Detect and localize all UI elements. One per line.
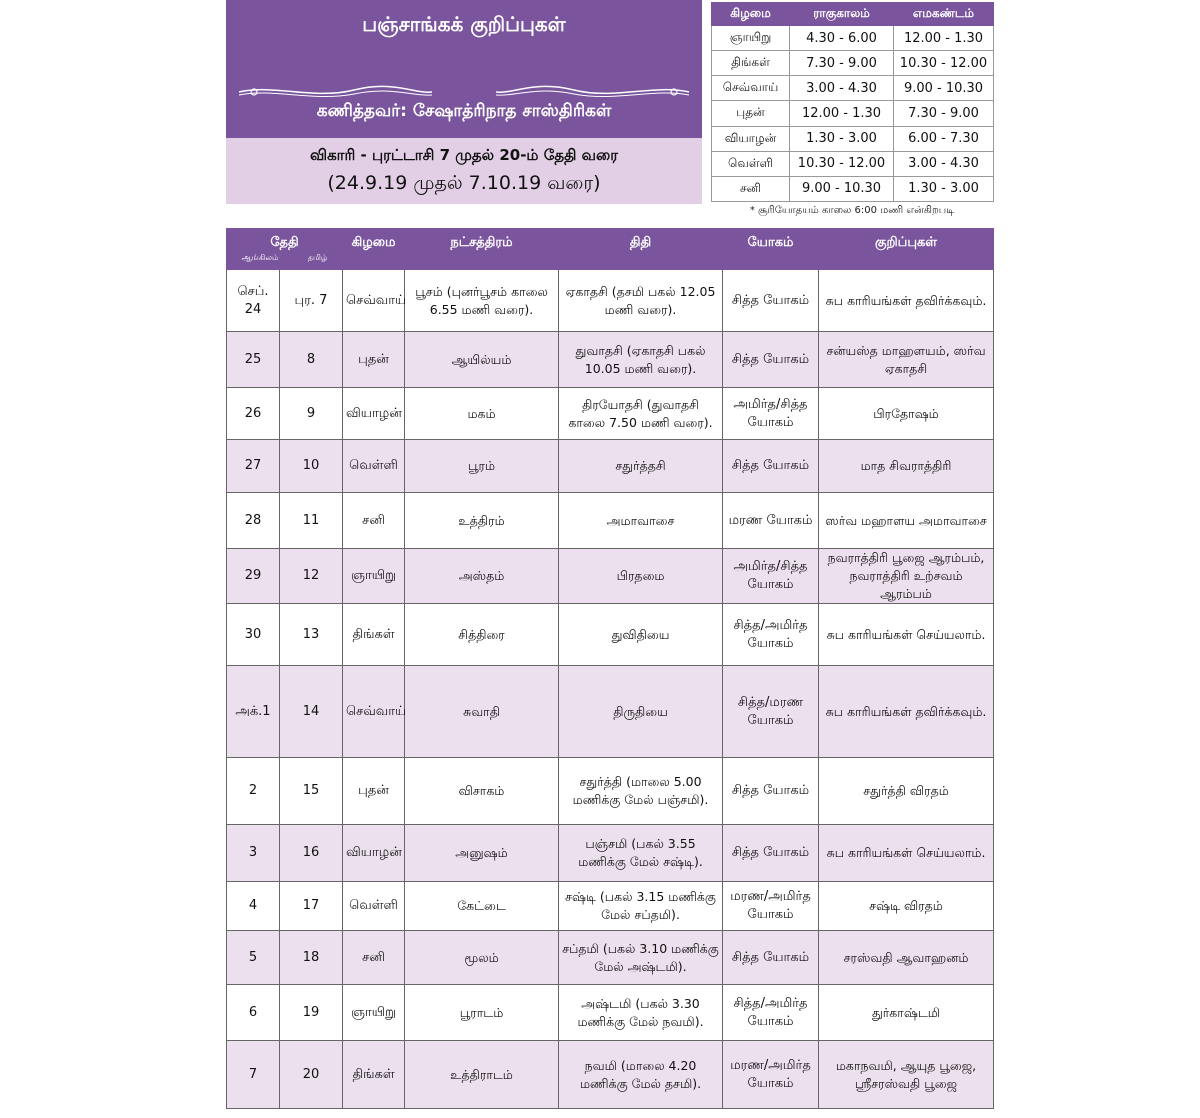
cell-eng: செப். 24 <box>227 270 280 332</box>
header-date-label: தேதி <box>270 235 299 250</box>
panchangam-table <box>226 228 994 1109</box>
cell-star: உத்திராடம் <box>405 1041 559 1109</box>
cell-yogam: சித்த யோகம் <box>723 825 819 882</box>
cell-tithi: பஞ்சமி (பகல் 3.55 மணிக்கு மேல் சஷ்டி). <box>559 825 723 882</box>
table-row <box>227 985 994 1041</box>
cell-day: ஞாயிறு <box>343 985 405 1041</box>
cell-tamil: 9 <box>280 388 343 440</box>
flourish-left-icon <box>234 82 434 102</box>
cell-notes: சுப காரியங்கள் செய்யலாம். <box>819 604 994 666</box>
cell-day: செவ்வாய் <box>343 270 405 332</box>
rahu-table-body <box>712 26 994 202</box>
rahu-cell-day: திங்கள் <box>712 51 790 76</box>
cell-tithi: அமாவாசை <box>559 493 723 549</box>
cell-tithi: அஷ்டமி (பகல் 3.30 மணிக்கு மேல் நவமி). <box>559 985 723 1041</box>
header-star: நட்சத்திரம் <box>405 229 559 270</box>
rahu-table-row <box>712 76 994 101</box>
page-title: பஞ்சாங்கக் குறிப்புகள் <box>362 12 566 36</box>
cell-yogam: மரண/அமிர்த யோகம் <box>723 882 819 931</box>
cell-tamil: 18 <box>280 931 343 985</box>
cell-day: வெள்ளி <box>343 440 405 493</box>
table-row <box>227 1041 994 1109</box>
cell-tithi: துவிதியை <box>559 604 723 666</box>
flourish-right-icon <box>494 82 694 102</box>
rahu-cell-rahu: 9.00 - 10.30 <box>790 176 894 201</box>
cell-tithi: துவாதசி (ஏகாதசி பகல் 10.05 மணி வரை). <box>559 332 723 388</box>
rahu-table-row <box>712 126 994 151</box>
table-row <box>227 882 994 931</box>
cell-yogam: சித்த யோகம் <box>723 758 819 825</box>
table-row <box>227 493 994 549</box>
table-row <box>227 666 994 758</box>
cell-day: சனி <box>343 931 405 985</box>
table-row <box>227 440 994 493</box>
cell-tithi: சதுர்த்தசி <box>559 440 723 493</box>
cell-yogam: மரண/அமிர்த யோகம் <box>723 1041 819 1109</box>
cell-star: பூசம் (புனர்பூசம் காலை 6.55 மணி வரை). <box>405 270 559 332</box>
cell-eng: 6 <box>227 985 280 1041</box>
rahu-cell-day: வெள்ளி <box>712 151 790 176</box>
table-row <box>227 931 994 985</box>
cell-yogam: சித்த யோகம் <box>723 440 819 493</box>
rahu-cell-yama: 9.00 - 10.30 <box>894 76 994 101</box>
header-tithi: திதி <box>559 229 723 270</box>
cell-star: சித்திரை <box>405 604 559 666</box>
cell-yogam: சித்த யோகம் <box>723 332 819 388</box>
rahu-cell-rahu: 10.30 - 12.00 <box>790 151 894 176</box>
cell-eng: 7 <box>227 1041 280 1109</box>
cell-tamil: 16 <box>280 825 343 882</box>
cell-notes: சரஸ்வதி ஆவாஹனம் <box>819 931 994 985</box>
rahu-table-row <box>712 176 994 201</box>
rahu-cell-day: ஞாயிறு <box>712 26 790 51</box>
cell-star: அனுஷம் <box>405 825 559 882</box>
cell-tamil: 13 <box>280 604 343 666</box>
cell-tamil: 11 <box>280 493 343 549</box>
cell-notes: சன்யஸ்த மாஹளயம், ஸர்வ ஏகாதசி <box>819 332 994 388</box>
cell-day: புதன் <box>343 758 405 825</box>
rahu-cell-day: புதன் <box>712 101 790 126</box>
cell-eng: 30 <box>227 604 280 666</box>
cell-tithi: சதுர்த்தி (மாலை 5.00 மணிக்கு மேல் பஞ்சமி). <box>559 758 723 825</box>
cell-yogam: சித்த யோகம் <box>723 931 819 985</box>
rahu-cell-rahu: 12.00 - 1.30 <box>790 101 894 126</box>
cell-eng: 4 <box>227 882 280 931</box>
cell-yogam: சித்த/அமிர்த யோகம் <box>723 985 819 1041</box>
rahu-cell-rahu: 1.30 - 3.00 <box>790 126 894 151</box>
cell-eng: 25 <box>227 332 280 388</box>
cell-tamil: 10 <box>280 440 343 493</box>
table-row <box>227 549 994 604</box>
rahu-table-row <box>712 101 994 126</box>
cell-star: கேட்டை <box>405 882 559 931</box>
cell-eng: 2 <box>227 758 280 825</box>
cell-day: செவ்வாய் <box>343 666 405 758</box>
cell-yogam: சித்த/அமிர்த யோகம் <box>723 604 819 666</box>
cell-star: உத்திரம் <box>405 493 559 549</box>
cell-notes: சுப காரியங்கள் செய்யலாம். <box>819 825 994 882</box>
table-row <box>227 270 994 332</box>
header-day: கிழமை <box>343 229 405 270</box>
rahu-cell-rahu: 3.00 - 4.30 <box>790 76 894 101</box>
cell-eng: 27 <box>227 440 280 493</box>
rahu-cell-yama: 10.30 - 12.00 <box>894 51 994 76</box>
author-line: கணித்தவர்: சேஷாத்ரிநாத சாஸ்திரிகள் <box>316 101 612 121</box>
header-yogam: யோகம் <box>723 229 819 270</box>
cell-day: வெள்ளி <box>343 882 405 931</box>
cell-eng: 28 <box>227 493 280 549</box>
cell-tithi: திரயோதசி (துவாதசி காலை 7.50 மணி வரை). <box>559 388 723 440</box>
cell-star: மகம் <box>405 388 559 440</box>
header-date-subs <box>227 253 342 263</box>
cell-day: ஞாயிறு <box>343 549 405 604</box>
rahu-cell-day: செவ்வாய் <box>712 76 790 101</box>
cell-yogam: அமிர்த/சித்த யோகம் <box>723 549 819 604</box>
cell-tamil: 19 <box>280 985 343 1041</box>
rahu-table-row <box>712 26 994 51</box>
cell-tithi: பிரதமை <box>559 549 723 604</box>
rahu-cell-day: வியாழன் <box>712 126 790 151</box>
cell-notes: சஷ்டி விரதம் <box>819 882 994 931</box>
cell-eng: 3 <box>227 825 280 882</box>
title-panel <box>226 0 702 204</box>
rahu-cell-yama: 3.00 - 4.30 <box>894 151 994 176</box>
cell-notes: சுப காரியங்கள் தவிர்க்கவும். <box>819 666 994 758</box>
cell-tamil: 8 <box>280 332 343 388</box>
rahu-table-row <box>712 151 994 176</box>
cell-star: அஸ்தம் <box>405 549 559 604</box>
cell-tamil: 20 <box>280 1041 343 1109</box>
table-row <box>227 604 994 666</box>
cell-eng: 26 <box>227 388 280 440</box>
cell-star: மூலம் <box>405 931 559 985</box>
table-row <box>227 758 994 825</box>
date-range: (24.9.19 முதல் 7.10.19 வரை) <box>327 172 601 194</box>
rahu-cell-day: சனி <box>712 176 790 201</box>
cell-tamil: 14 <box>280 666 343 758</box>
header-notes: குறிப்புகள் <box>819 229 994 270</box>
cell-day: வியாழன் <box>343 388 405 440</box>
cell-notes: துர்காஷ்டமி <box>819 985 994 1041</box>
cell-tithi: சஷ்டி (பகல் 3.15 மணிக்கு மேல் சப்தமி). <box>559 882 723 931</box>
header-date <box>227 229 343 270</box>
cell-star: விசாகம் <box>405 758 559 825</box>
cell-day: திங்கள் <box>343 1041 405 1109</box>
cell-day: வியாழன் <box>343 825 405 882</box>
cell-notes: சுப காரியங்கள் தவிர்க்கவும். <box>819 270 994 332</box>
cell-tithi: திருதியை <box>559 666 723 758</box>
period-line: விகாரி - புரட்டாசி 7 முதல் 20-ம் தேதி வரை <box>310 146 618 164</box>
header-date-tamil: தமிழ் <box>307 253 328 262</box>
cell-tithi: சப்தமி (பகல் 3.10 மணிக்கு மேல் அஷ்டமி). <box>559 931 723 985</box>
cell-star: பூராடம் <box>405 985 559 1041</box>
rahu-header-yama: எமகண்டம் <box>894 3 994 26</box>
rahu-table-row <box>712 51 994 76</box>
table-row <box>227 388 994 440</box>
cell-notes: மகாநவமி, ஆயுத பூஜை, ஸ்ரீசரஸ்வதி பூஜை <box>819 1041 994 1109</box>
cell-star: ஆயில்யம் <box>405 332 559 388</box>
rahu-cell-rahu: 7.30 - 9.00 <box>790 51 894 76</box>
cell-day: புதன் <box>343 332 405 388</box>
cell-notes: பிரதோஷம் <box>819 388 994 440</box>
rahu-cell-yama: 7.30 - 9.00 <box>894 101 994 126</box>
header-date-english: ஆங்கிலம் <box>241 253 279 262</box>
table-row <box>227 825 994 882</box>
cell-yogam: மரண யோகம் <box>723 493 819 549</box>
cell-yogam: சித்த/மரண யோகம் <box>723 666 819 758</box>
rahu-cell-yama: 1.30 - 3.00 <box>894 176 994 201</box>
cell-notes: சதுர்த்தி விரதம் <box>819 758 994 825</box>
cell-notes: நவராத்திரி பூஜை ஆரம்பம், நவராத்திரி உற்சவம் ஆரம்பம் <box>819 549 994 604</box>
cell-star: பூரம் <box>405 440 559 493</box>
cell-yogam: அமிர்த/சித்த யோகம் <box>723 388 819 440</box>
cell-eng: 5 <box>227 931 280 985</box>
cell-star: சுவாதி <box>405 666 559 758</box>
rahu-header-day: கிழமை <box>712 3 790 26</box>
rahu-cell-yama: 6.00 - 7.30 <box>894 126 994 151</box>
table-row <box>227 332 994 388</box>
cell-tamil: 15 <box>280 758 343 825</box>
cell-tithi: ஏகாதசி (தசமி பகல் 12.05 மணி வரை). <box>559 270 723 332</box>
cell-notes: ஸர்வ மஹாளய அமாவாசை <box>819 493 994 549</box>
cell-tamil: 17 <box>280 882 343 931</box>
cell-day: சனி <box>343 493 405 549</box>
rahu-kalam-table <box>711 2 994 202</box>
cell-tamil: புர. 7 <box>280 270 343 332</box>
rahu-header-rahu: ராகுகாலம் <box>790 3 894 26</box>
rahu-cell-yama: 12.00 - 1.30 <box>894 26 994 51</box>
panchangam-table-body <box>227 270 994 1109</box>
cell-eng: அக்.1 <box>227 666 280 758</box>
cell-notes: மாத சிவராத்திரி <box>819 440 994 493</box>
cell-yogam: சித்த யோகம் <box>723 270 819 332</box>
cell-tithi: நவமி (மாலை 4.20 மணிக்கு மேல் தசமி). <box>559 1041 723 1109</box>
cell-eng: 29 <box>227 549 280 604</box>
rahu-cell-rahu: 4.30 - 6.00 <box>790 26 894 51</box>
sunrise-footnote: * சூரியோதயம் காலை 6:00 மணி என்கிறபடி <box>749 205 955 216</box>
cell-tamil: 12 <box>280 549 343 604</box>
cell-day: திங்கள் <box>343 604 405 666</box>
